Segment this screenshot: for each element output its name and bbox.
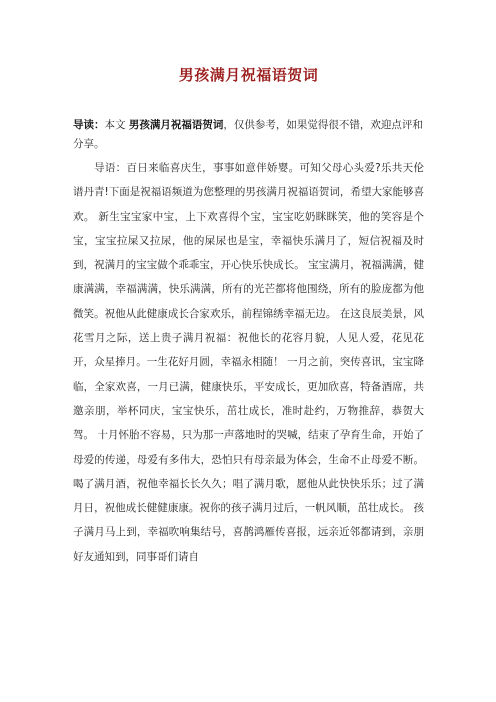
intro-post: ，仅供参考，如果觉得很不错，欢迎点评和分享。 — [73, 119, 423, 150]
document-title: 男孩满月祝福语贺词 — [178, 66, 319, 84]
intro-highlight-title: 男孩满月祝福语贺词 — [128, 119, 224, 131]
intro-label: 导读： — [73, 119, 105, 131]
intro-pre: 本文 — [104, 119, 129, 131]
body-paragraph: 导语：百日来临喜庆生，事事如意伴娇婴。可知父母心头爱?乐共天伦谱丹青!下面是祝福语频道为您整理的男孩满月祝福语贺词，希望大家能够喜欢。 新生宝宝家中宝，上下欢喜得个宝，宝宝吃奶眯眯笑，他的笑容是个宝，宝宝拉屎又拉尿，他的屎尿也是宝，幸福快乐满月了，短信祝福及时到，祝满月的宝宝做个乖乖宝，开心快乐快成长。 宝宝满月，祝福满满，健康满满，幸福满满，快乐满满，所有的光芒都将他围绕，所有的脸庞都为他微笑。祝他从此健康成长合家欢乐，前程锦绣幸福无边。 在这良辰美景，风花雪月之际，送上贵子满月祝福：祝他长的花容月貌，人见人爱，花见花开，众星捧月。一生花好月圆，幸福永相随！ 一月之前，突传喜讯，宝宝降临，全家欢喜，一月已满，健康快乐，平安成长，更加欣喜，特备酒席，共邀亲朋，举杯同庆，宝宝快乐，茁壮成长，准时赴约，万物推辞，恭贺大驾。 十月怀胎不容易，只为那一声落地时的哭喊，结束了孕育生命，开始了母爱的传递，母爱有多伟大，恐怕只有母亲最为体会，生命不止母爱不断。 喝了满月酒，祝他幸福长长久久；唱了满月歌，愿他从此快快乐乐；过了满月日，祝他成长健健康康。祝你的孩子满月过后，一帆风顺，茁壮成长。 孩子满月马上到，幸福吹响集结号，喜鹊鸿雁传喜报，远亲近邻都请到，亲朋好友通知到，同事哥们请自 — [73, 162, 424, 563]
intro-paragraph — [73, 116, 424, 154]
